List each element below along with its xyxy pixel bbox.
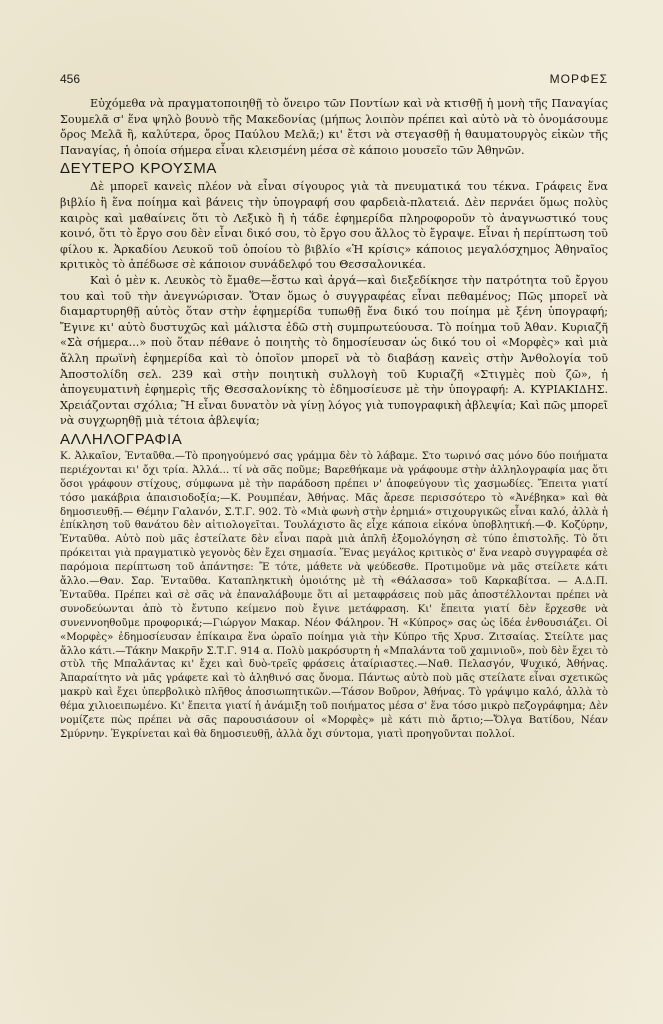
page-header	[60, 72, 608, 88]
section1-paragraph-2: Καὶ ὁ μὲν κ. Λευκὸς τὸ ἔμαθε—ἔστω καὶ ἀργά—καὶ διεξεδίκησε τὴν πατρότητα τοῦ ἔργου του καὶ τοῦ τὴν ἀνεγνώρισαν. Ὅταν ὅμως ὁ συγγραφέας εἶναι πεθαμένος; Πῶς μπορεῖ νὰ διαμαρτυρηθῇ αὐτὸς ὅταν στὴν ἐφημερίδα τυπωθῇ ἕνα δικό του ποίημα μὲ ξένη ὑπογραφή; Ἔγινε κι' αὐτὸ δυστυχῶς καὶ μάλιστα ἐδῶ στὴ συμπρωτεύουσα. Τὸ ποίημα τοῦ Ἀθαν. Κυριαζῆ «Σὰ σήμερα...» ποὺ ὅταν πέθανε ὁ ποιητὴς τὸ δημοσίευσαν ὡς δικό του οἱ «Μορφὲς» καὶ μιὰ ἄλλη πρωϊνὴ ἐφημερίδα καὶ τὸ ὁποῖον μπορεῖ νὰ τὸ διαβάσῃ κανεὶς στὴν Ἀνθολογία τοῦ Ἀποστολίδη σελ. 239 καὶ στὴν ποιητικὴ συλλογὴ τοῦ Κυριαζῆ «Στιγμὲς ποὺ ζῶ», ἡ ἀπογευματινὴ ἐφημερὶς τῆς Θεσσαλονίκης τὸ ἐδημοσίευσε μὲ τὴν ὑπογραφή: Α. ΚΥΡΙΑΚΙΔΗΣ. Χρειάζονται σχόλια; Ἢ εἶναι δυνατὸν νὰ γίνῃ λόγος γιὰ τυπογραφικὴ ἀβλεψία; Καὶ πῶς μπορεῖ νὰ συγχωρηθῇ μιὰ τέτοια ἀβλεψία;	[60, 273, 608, 428]
running-title: ΜΟΡΦΕΣ	[549, 72, 608, 86]
page-body	[60, 96, 608, 742]
intro-paragraph: Εὐχόμεθα νὰ πραγματοποιηθῇ τὸ ὄνειρο τῶν Ποντίων καὶ νὰ κτισθῇ ἡ μονὴ τῆς Παναγίας Σουμελᾶ σ' ἕνα ψηλὸ βουνὸ τῆς Μακεδονίας (μήπως λοιπὸν πρέπει καὶ αὐτὸ νὰ τὸ ὀνομάσουμε ὄρος Μελᾶ ἢ, καλύτερα, ὄρος Παύλου Μελᾶ;) κι' ἔτσι νὰ στεγασθῇ ἡ θαυματουργὸς εἰκὼν τῆς Παναγίας, ἡ ὁποία σήμερα εἶναι κλεισμένη μέσα σὲ κάποιο μουσεῖο τῶν Ἀθηνῶν.	[60, 97, 608, 157]
section-heading-correspondence: ΑΛΛΗΛΟΓΡΑΦΙΑ	[60, 430, 183, 448]
section1-paragraph-1: Δὲ μπορεῖ κανεὶς πλέον νὰ εἶναι σίγουρος γιὰ τὰ πνευματικά του τέκνα. Γράφεις ἕνα βιβλίο ἢ ἕνα ποίημα καὶ βάνεις τὴν ὑπογραφή σου φαρδειὰ-πλατειά. Δὲν περνάει ὅμως πολὺς καιρὸς καὶ μαθαίνεις ὅτι τὸ Λεξικὸ ἢ ἡ τάδε ἐφημερίδα πληροφοροῦν τὸ ἀναγνωστικό τους κοινό, ὅτι τὸ ἔργο σου δὲν εἶναι δικό σου, τὸ ἔργο σου ἄλλος τὸ ἔγραψε. Εἶναι ἡ περίπτωση τοῦ φίλου κ. Ἀρκαδίου Λευκοῦ τοῦ ὁποίου τὸ βιβλίο «Ἡ κρίσις» κάποιος μεγαλόσχημος Ἀθηναῖος κριτικὸς τὸ ἀπέδωσε σὲ κάποιον συνάδελφό του Θεσσαλονικέα.	[60, 180, 608, 272]
section-heading-second-case: ΔΕΥΤΕΡΟ ΚΡΟΥΣΜΑ	[60, 160, 218, 178]
page-number: 456	[60, 72, 81, 86]
correspondence-text: Κ. Ἀλκαῖον, Ἐνταῦθα.—Τὸ προηγούμενό σας γράμμα δὲν τὸ λάβαμε. Στο τωρινό σας μόνο δύο ποιήματα περιέχονται κι' ὄχι τρία. Ἀλλά... τί νὰ σᾶς ποῦμε; Βαρεθήκαμε νὰ γράφουμε στὴν ἀλληλογραφία μας ὅτι ὅσοι γράφουν στίχους, σύμφωνα μὲ τὴν παράδοση πρέπει ν' ἀποφεύγουν τὶς χασμωδίες. Ἔπειτα γιατί τόσο μακάβρια ἀπαισιοδοξία;—Κ. Ρουμπέαν, Ἀθήνας. Μᾶς ἄρεσε περισσότερο τὸ «Ἀνέβηκα» καὶ θὰ δημοσιευθῇ.— Θέμην Γαλανόν, Σ.Τ.Γ. 902. Τὸ «Μιὰ φωνὴ στὴν ἐρημιά» στιχουργικῶς εἶναι καλό, ἀλλὰ ἡ ἐπίκληση τοῦ θανάτου δὲν αἰτιολογεῖται. Τουλάχιστο ἂς εἶχε κάποια εἰκόνα ὑποβλητική.—Φ. Κοζύρην, Ἐνταῦθα. Αὐτὸ ποὺ μᾶς ἐστείλατε δὲν εἶναι παρὰ μιὰ ἁπλῆ ἐξομολόγηση σὲ τύπο ἐπιστολῆς. Τὸ ὅτι πρόκειται γιὰ πραγματικὸ γεγονὸς δὲν ἔχει σημασία. Ἕνας μεγάλος κριτικὸς σ' ἕνα νεαρὸ συγγραφέα σὲ παρόμοια περίπτωση τοῦ ἀπάντησε: Ἔ τότε, μάθετε νὰ ψεύδεσθε. Προτιμοῦμε νὰ μᾶς στείλετε κάτι ἄλλο.—Θαν. Σαρ. Ἐνταῦθα. Καταπληκτικὴ ὁμοιότης μὲ τὴ «Θάλασσα» τοῦ Καρκαβίτσα. — Α.Δ.Π. Ἐνταῦθα. Πρέπει καὶ σὲ σᾶς νὰ ἐπαναλάβουμε ὅτι αἱ μεταφράσεις ποὺ μᾶς ἀποστέλλονται πρέπει νὰ συνοδεύωνται ἀπὸ τὸ ἔντυπο κείμενο ποὺ ἔγινε μετάφραση. Κι' ἔπειτα γιατί δὲν ἔρχεσθε νὰ συνεννοηθοῦμε προφορικά;—Γιώργον Μακαρ. Νέον Φάληρον. Ἡ «Κύπρος» σας ὡς ἰδέα ἐνθουσιάζει. Οἱ «Μορφὲς» ἐδημοσίευσαν ἐπίκαιρα ἕνα ὡραῖο ποίημα γιὰ τὴν Κύπρο τῆς Χρυσ. Ζιτσαίας. Στείλτε μας ἄλλο κάτι.—Τάκην Μακρῆν Σ.Τ.Γ. 914 α. Πολὺ μακρόσυρτη ἡ «Μπαλάντα τοῦ χαμινιοῦ», ποὺ δὲν ἔχει τὸ στὺλ τῆς Μπαλάντας κι' ἔχει καὶ δυὸ-τρεῖς φράσεις ἀταίριαστες.—Ναθ. Πελασγόν, Ψυχικό, Ἀθήνας. Ἀπαραίτητο νὰ μᾶς γράφετε καὶ τὸ ἀληθινό σας ὄνομα. Πάντως αὐτὸ ποὺ μᾶς στείλατε εἶναι σχετικῶς μακρὺ καὶ ἔχει ὑπερβολικὸ πλῆθος ἀποσιωπητικῶν.—Τάσον Βοῦρον, Ἀθήνας. Τὸ γράψιμο καλό, ἀλλὰ τὸ θέμα χιλιοειπωμένο. Κι' ἔπειτα γιατί ἡ ἀνάμιξη τοῦ ποιήματος μέσα σ' ἕνα τόσο μικρὸ πεζογράφημα; Δὲν νομίζετε πὼς πρέπει νὰ σᾶς παρουσιάσουν οἱ «Μορφὲς» μὲ κάτι πιὸ ἄρτιο;—Ὄλγα Βατίδου, Νέαν Σμύρνην. Ἐγκρίνεται καὶ θὰ δημοσιευθῇ, ἀλλὰ ὄχι σύντομα, γιατὶ προηγοῦνται πολλοί.	[60, 450, 608, 740]
